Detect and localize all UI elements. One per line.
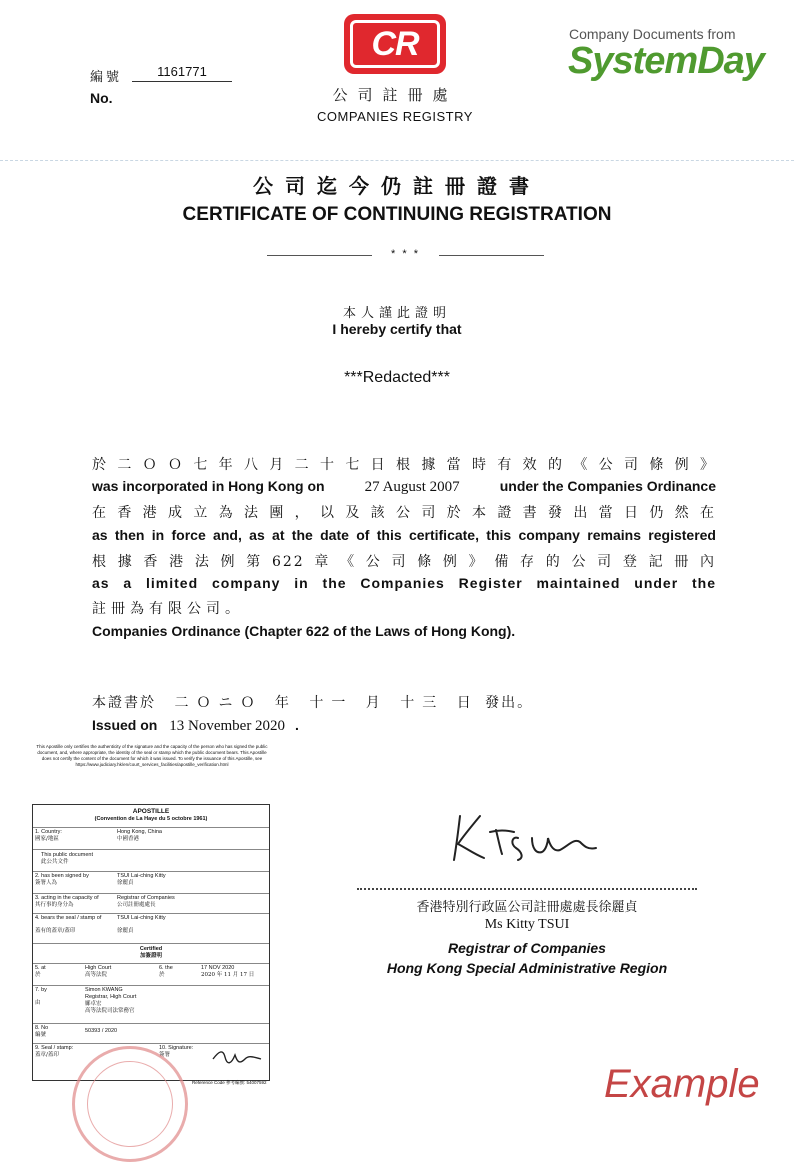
body-line-5-cn: 根據香港法例第622章《公司條例》備存的公司登記冊內	[92, 554, 716, 570]
brand-tagline: Company Documents from	[569, 26, 736, 42]
registry-name-en: COMPANIES REGISTRY	[317, 109, 473, 124]
registrar-name-en: Ms Kitty TSUI	[484, 917, 570, 932]
certificate-title-en: CERTIFICATE OF CONTINUING REGISTRATION	[182, 204, 612, 225]
registrar-region-en: Hong Kong Special Administrative Region	[386, 960, 668, 976]
ap-seal-label: 4. bears the seal / stamp of 蓋有的蓋章/蓋印	[35, 915, 102, 934]
certificate-title-cn: 公司迄今仍註冊證書	[253, 174, 541, 198]
issue-date: 13 November 2020	[169, 718, 286, 734]
body-line-3-cn: 在香港成立為法團，以及該公司於本證書發出當日仍然在	[92, 505, 716, 521]
apostille-reference: Reference Code 參考編號: 54007592	[192, 1080, 267, 1085]
company-name: ***Redacted***	[344, 369, 450, 386]
incorporation-text: was incorporated in Hong Kong on	[92, 478, 325, 494]
body-line-1-cn: 於二ＯＯ七年八月二十七日根據當時有效的《公司條例》	[92, 457, 716, 473]
registry-name-cn: 公司註冊處	[332, 86, 458, 104]
logo-text: CR	[350, 20, 440, 68]
title-ornament	[267, 248, 544, 264]
apostille-note: This Apostille only certifies the authenticity of the signature and the capacity of the person who has signed the public document, and, where appropriate, the identity of the seal or stamp which the public document bears. This Apostille does not certify the content of the document for which it was issued. To verify the issuance of this Apostille, see https://www.judiciary.hk/en/court_services_facilities/apostille_verification.html	[36, 744, 268, 767]
ap-at-value: High Court 高等法院	[85, 965, 112, 978]
certify-statement-en: I hereby certify that	[332, 321, 462, 337]
apostille-heading: APOSTILLE	[132, 808, 170, 815]
apostille-signature	[209, 1045, 265, 1071]
registrar-title-cn: 香港特別行政區公司註冊處處長徐麗貞	[416, 900, 638, 915]
certify-statement-cn: 本人謹此證明	[342, 306, 451, 321]
registrar-title-en: Registrar of Companies	[448, 940, 606, 956]
ap-seal-value: TSUI Lai-ching Kitty 徐麗貞	[117, 915, 166, 934]
body-line-8-en: Companies Ordinance (Chapter 622 of the Laws of Hong Kong).	[92, 623, 516, 639]
ap-signed-label: 2. has been signed by 簽署人為	[35, 873, 89, 886]
number-label-en: No.	[90, 90, 113, 106]
registrar-signature	[440, 808, 620, 868]
ap-no-value: 50393 / 2020	[85, 1028, 118, 1034]
body-line-6-en: as a limited company in the Companies Register maintained under the	[92, 575, 716, 591]
signature-line	[357, 888, 697, 890]
hksar-seal	[72, 1046, 188, 1162]
header-divider	[0, 160, 794, 161]
issue-text-cn-end: 發出。	[485, 695, 534, 711]
incorporation-date: 27 August 2007	[364, 479, 460, 495]
ap-by-label: 7. by 由	[35, 987, 47, 1006]
body-line-7-cn: 註冊為有限公司。	[92, 601, 244, 617]
apostille-box	[32, 804, 270, 1081]
certificate-number: 1161771	[132, 64, 232, 82]
ap-signature-label: 10. Signature: 簽署	[159, 1045, 194, 1058]
example-watermark: Example	[604, 1062, 760, 1106]
issue-date-cn: 二ＯニＯ 年 十一 月 十三 日	[174, 695, 479, 711]
body-line-4-en: as then in force and, as at the date of this certificate, this company remains registered	[92, 527, 716, 543]
issue-text-cn: 本證書於	[92, 695, 156, 711]
issue-end: .	[294, 717, 299, 733]
ap-signed-value: TSUI Lai-ching Kitty 徐麗貞	[117, 873, 166, 886]
ap-date-value: 17 NOV 2020 2020 年 11 月 17 日	[201, 965, 255, 978]
ap-no-label: 8. No 編號	[35, 1025, 49, 1038]
issue-statement-cn	[92, 692, 533, 712]
ap-by-value: Simon KWANG Registrar, High Court 鄺卓宏 高等法院司法常務官	[85, 987, 137, 1014]
number-label-cn: 編號	[90, 70, 123, 85]
brand-name: SystemDay	[568, 40, 764, 82]
ordinance-text: under the Companies Ordinance	[499, 478, 716, 494]
ornament-stars: * * *	[391, 248, 420, 260]
companies-registry-logo	[344, 14, 446, 74]
apostille-subheading: (Convention de La Haye du 5 octobre 1961)	[94, 816, 208, 822]
issue-statement-en	[92, 717, 299, 735]
body-line-2-en	[92, 478, 716, 496]
ap-stamp-label: 9. Seal / stamp: 蓋章/蓋印	[35, 1045, 74, 1058]
ap-capacity-label: 3. acting in the capacity of 其行事的身分為	[35, 895, 99, 908]
ap-country-value: Hong Kong, China 中國香港	[117, 829, 162, 842]
ap-date-label: 6. the 於	[159, 965, 173, 978]
ap-public-document: This public document 此公共文件	[41, 852, 93, 865]
ap-capacity-value: Registrar of Companies 公司註冊處處長	[117, 895, 175, 908]
issue-label: Issued on	[92, 717, 158, 733]
ap-at-label: 5. at 於	[35, 965, 46, 978]
ap-certified: Certified 加簽證明	[139, 946, 163, 959]
ap-country-label: 1. Country: 國家/地區	[35, 829, 62, 842]
